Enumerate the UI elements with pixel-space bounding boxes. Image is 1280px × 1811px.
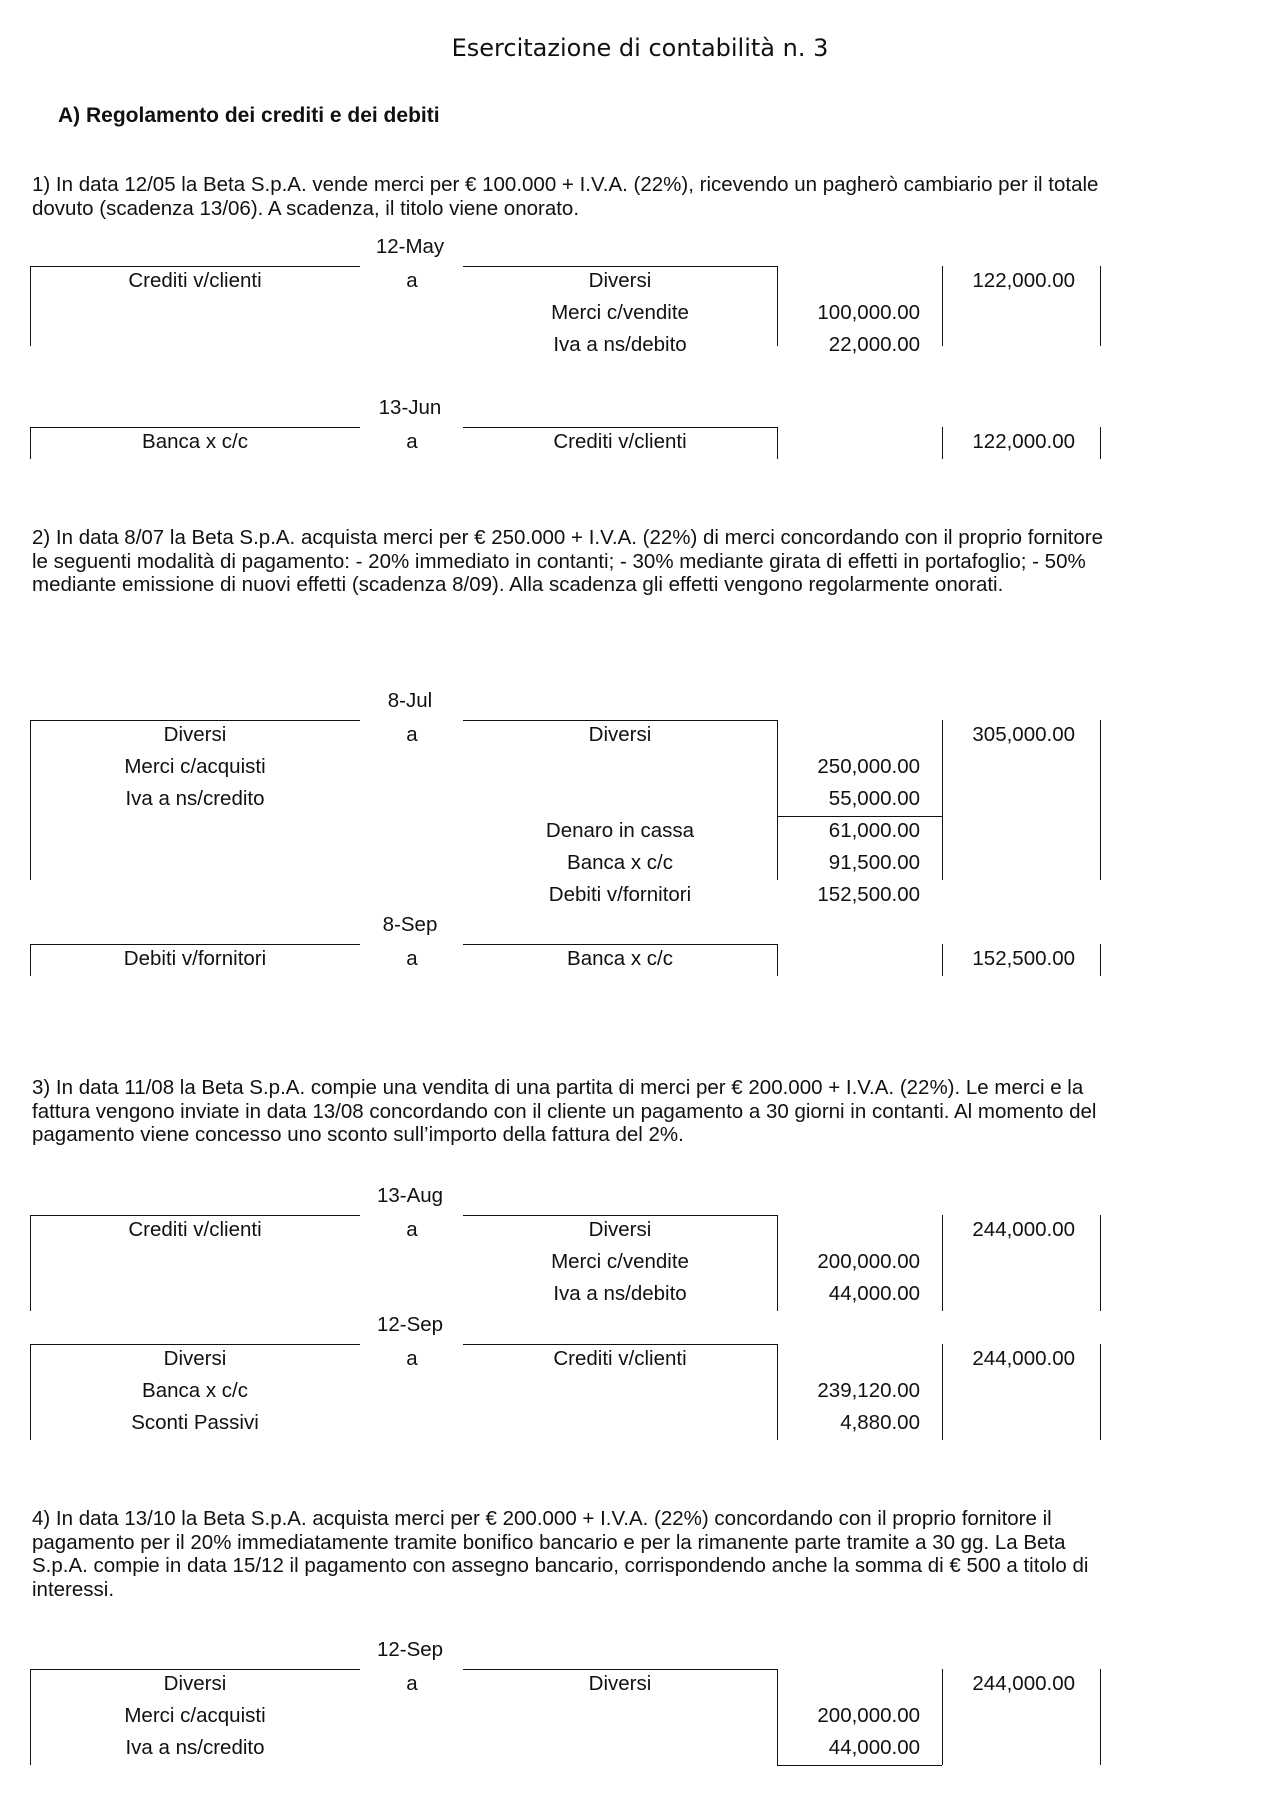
entry-line <box>0 1247 1280 1279</box>
partial-amount: 22,000.00 <box>828 333 920 356</box>
entry-date: 12-May <box>375 235 445 258</box>
entry-header-row <box>0 720 1280 752</box>
entry-line <box>0 752 1280 784</box>
entry-total: 244,000.00 <box>972 1347 1075 1370</box>
entry-line <box>0 1408 1280 1440</box>
entry-header-row <box>0 1344 1280 1376</box>
entry-a: a <box>406 1347 418 1370</box>
partial-amount: 44,000.00 <box>828 1282 920 1305</box>
entry-total: 305,000.00 <box>972 723 1075 746</box>
entry-date: 8-Sep <box>382 913 438 936</box>
credit-account: Crediti v/clienti <box>553 1347 687 1370</box>
entry-header-row <box>0 427 1280 459</box>
exercise-1-text: 1) In data 12/05 la Beta S.p.A. vende merci per € 100.000 + I.V.A. (22%), ricevendo un pagherò cambiario per il totale dovuto (scadenza 13/06). A scadenza, il titolo viene onorato. <box>32 173 1099 220</box>
debit-account: Debiti v/fornitori <box>123 947 267 970</box>
exercise-3-text: 3) In data 11/08 la Beta S.p.A. compie una vendita di una partita di merci per € 200.000 + I.V.A. (22%). Le merci e la fattura vengono inviate in data 13/08 concordando con il cliente un pagamento a 30 giorni in contanti. Al momento del pagamento viene concesso uno sconto sull’importo della fattura del 2%. <box>32 1076 1097 1146</box>
entry-a: a <box>406 269 418 292</box>
debit-account: Merci c/acquisti <box>124 1704 266 1727</box>
partial-amount: 44,000.00 <box>828 1736 920 1759</box>
entry-header-row <box>0 1215 1280 1247</box>
entry-total: 122,000.00 <box>972 430 1075 453</box>
entry-line <box>0 1279 1280 1311</box>
credit-account: Iva a ns/debito <box>553 1282 687 1305</box>
section-title: A) Regolamento dei crediti e dei debiti <box>58 104 440 127</box>
entry-a: a <box>406 1218 418 1241</box>
credit-account: Diversi <box>588 1218 652 1241</box>
debit-account: Merci c/acquisti <box>124 755 266 778</box>
entry-total: 244,000.00 <box>972 1672 1075 1695</box>
entry-a: a <box>406 430 418 453</box>
debit-account: Crediti v/clienti <box>128 269 262 292</box>
credit-account: Banca x c/c <box>567 851 673 874</box>
credit-account: Debiti v/fornitori <box>548 883 692 906</box>
credit-account: Banca x c/c <box>567 947 673 970</box>
partial-amount: 200,000.00 <box>817 1704 920 1727</box>
debit-account: Iva a ns/credito <box>125 1736 265 1759</box>
entry-date: 13-Aug <box>376 1184 444 1207</box>
entry-line <box>0 816 1280 848</box>
entry-date: 12-Sep <box>376 1638 444 1661</box>
partial-amount: 91,500.00 <box>828 851 920 874</box>
debit-account: Banca x c/c <box>142 430 248 453</box>
credit-account: Crediti v/clienti <box>553 430 687 453</box>
partial-amount: 152,500.00 <box>817 883 920 906</box>
entry-line <box>0 1376 1280 1408</box>
entry-header-row <box>0 266 1280 298</box>
partial-amount: 250,000.00 <box>817 755 920 778</box>
exercise-4-text: 4) In data 13/10 la Beta S.p.A. acquista merci per € 200.000 + I.V.A. (22%) concordando con il proprio fornitore il pagamento per il 20% immediatamente tramite bonifico bancario e per la rimanente parte tramite a 30 gg. La Beta S.p.A. compie in data 15/12 il pagamento con assegno bancario, corrispondendo anche la somma di € 500 a titolo di interessi. <box>32 1507 1089 1601</box>
credit-account: Merci c/vendite <box>551 301 689 324</box>
debit-account: Banca x c/c <box>142 1379 248 1402</box>
entry-a: a <box>406 1672 418 1695</box>
entry-line <box>0 880 1280 912</box>
credit-account: Diversi <box>588 723 652 746</box>
debit-account: Diversi <box>163 1672 227 1695</box>
entry-line <box>0 1733 1280 1765</box>
partial-amount: 55,000.00 <box>828 787 920 810</box>
partial-amount: 200,000.00 <box>817 1250 920 1273</box>
entry-line <box>0 1701 1280 1733</box>
partial-amount: 239,120.00 <box>817 1379 920 1402</box>
partial-amount: 100,000.00 <box>817 301 920 324</box>
credit-account: Diversi <box>588 1672 652 1695</box>
partial-amount: 61,000.00 <box>828 819 920 842</box>
credit-account: Merci c/vendite <box>551 1250 689 1273</box>
credit-account: Denaro in cassa <box>545 819 695 842</box>
entry-date: 13-Jun <box>378 396 442 419</box>
debit-account: Diversi <box>163 1347 227 1370</box>
exercise-2-text: 2) In data 8/07 la Beta S.p.A. acquista merci per € 250.000 + I.V.A. (22%) di merci concordando con il proprio fornitore le seguenti modalità di pagamento: - 20% immediato in contanti; - 30% mediante girata di effetti in portafoglio; - 50% mediante emissione di nuovi effetti (scadenza 8/09). Alla scadenza gli effetti vengono regolarmente onorati. <box>32 526 1103 596</box>
entry-total: 152,500.00 <box>972 947 1075 970</box>
entry-header-row <box>0 1669 1280 1701</box>
entry-date: 8-Jul <box>387 689 433 712</box>
debit-account: Sconti Passivi <box>131 1411 259 1434</box>
entry-line <box>0 784 1280 816</box>
entry-date: 12-Sep <box>376 1313 444 1336</box>
document-title: Esercitazione di contabilità n. 3 <box>451 34 829 62</box>
debit-account: Diversi <box>163 723 227 746</box>
partial-amount: 4,880.00 <box>840 1411 920 1434</box>
entry-line <box>0 330 1280 362</box>
entry-line <box>0 298 1280 330</box>
entry-total: 122,000.00 <box>972 269 1075 292</box>
entry-header-row <box>0 944 1280 976</box>
credit-account: Diversi <box>588 269 652 292</box>
entry-a: a <box>406 947 418 970</box>
entry-line <box>0 848 1280 880</box>
entry-a: a <box>406 723 418 746</box>
credit-account: Iva a ns/debito <box>553 333 687 356</box>
debit-account: Iva a ns/credito <box>125 787 265 810</box>
entry-total: 244,000.00 <box>972 1218 1075 1241</box>
debit-account: Crediti v/clienti <box>128 1218 262 1241</box>
